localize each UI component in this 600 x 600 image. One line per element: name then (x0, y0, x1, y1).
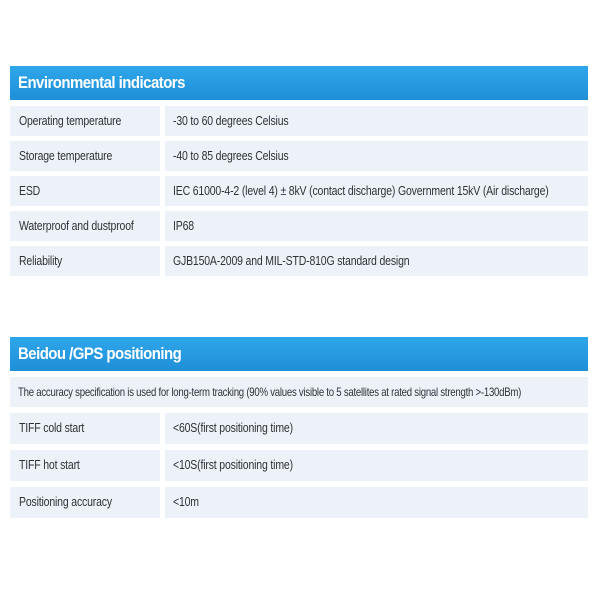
table-row (10, 211, 588, 241)
gps-table (10, 413, 588, 518)
row-value: <10S(first positioning time) (165, 450, 588, 481)
table-row (10, 246, 588, 276)
gps-positioning-section (10, 337, 588, 518)
gps-positioning-title: Beidou /GPS positioning (18, 344, 182, 363)
environmental-indicators-title: Environmental indicators (18, 73, 185, 92)
accuracy-note: The accuracy specification is used for long-term tracking (90% values visible to 5 satellites at rated signal strength >-130dBm) (10, 377, 588, 407)
table-row (10, 487, 588, 518)
row-value: -40 to 85 degrees Celsius (165, 141, 588, 171)
table-row (10, 106, 588, 136)
environmental-indicators-section (10, 66, 588, 276)
row-label: Operating temperature (10, 106, 160, 136)
row-value: GJB150A-2009 and MIL-STD-810G standard design (165, 246, 588, 276)
row-label: Positioning accuracy (10, 487, 160, 518)
row-label: TIFF cold start (10, 413, 160, 444)
table-row (10, 450, 588, 481)
table-row (10, 413, 588, 444)
row-value: IP68 (165, 211, 588, 241)
environmental-table (10, 106, 588, 276)
table-row (10, 141, 588, 171)
row-label: Waterproof and dustproof (10, 211, 160, 241)
table-row (10, 176, 588, 206)
row-label: Storage temperature (10, 141, 160, 171)
row-value: <10m (165, 487, 588, 518)
gps-positioning-header (10, 337, 588, 371)
row-label: ESD (10, 176, 160, 206)
environmental-indicators-header (10, 66, 588, 100)
row-value: -30 to 60 degrees Celsius (165, 106, 588, 136)
row-label: TIFF hot start (10, 450, 160, 481)
row-value: IEC 61000-4-2 (level 4) ± 8kV (contact discharge) Government 15kV (Air discharge) (165, 176, 588, 206)
row-value: <60S(first positioning time) (165, 413, 588, 444)
row-label: Reliability (10, 246, 160, 276)
